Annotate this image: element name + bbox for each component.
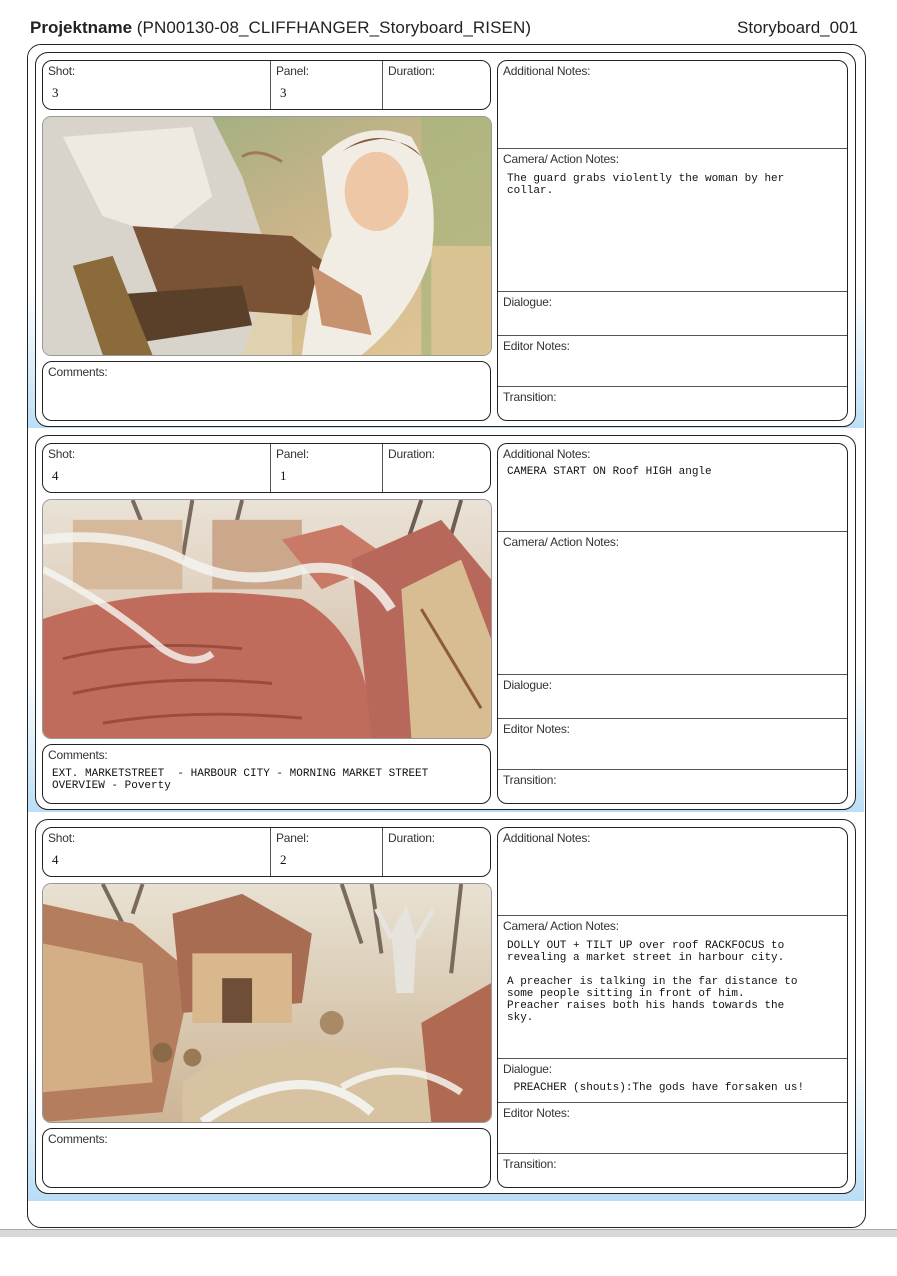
dialogue-text[interactable]: PREACHER (shouts):The gods have forsaken us! xyxy=(507,1082,805,1094)
transition-label: Transition: xyxy=(503,1157,557,1171)
panel-label: Panel: xyxy=(276,831,309,845)
dialogue-notes[interactable] xyxy=(498,675,847,719)
panel-cell xyxy=(270,444,382,492)
panel-cell xyxy=(270,61,382,109)
comments-label: Comments: xyxy=(48,748,108,762)
storyboard-sheet xyxy=(27,44,866,1228)
camera-notes-label: Camera/ Action Notes: xyxy=(503,535,619,549)
notes-panel xyxy=(497,443,848,804)
camera-notes-label: Camera/ Action Notes: xyxy=(503,152,619,166)
comments-text[interactable]: EXT. MARKETSTREET - HARBOUR CITY - MORNING MARKET STREET OVERVIEW - Poverty xyxy=(52,768,429,792)
transition-notes[interactable] xyxy=(498,387,847,421)
dialogue-notes[interactable] xyxy=(498,1059,847,1103)
comments-label: Comments: xyxy=(48,1132,108,1146)
panel-number[interactable]: 2 xyxy=(280,852,287,867)
shot-label: Shot: xyxy=(48,447,76,461)
storyboard-header xyxy=(30,18,858,44)
notes-panel xyxy=(497,827,848,1188)
transition-notes[interactable] xyxy=(498,1154,847,1188)
transition-label: Transition: xyxy=(503,773,557,787)
shot-label: Shot: xyxy=(48,831,76,845)
shot-meta xyxy=(42,443,491,493)
editor-notes-label: Editor Notes: xyxy=(503,339,570,353)
dialogue-notes[interactable] xyxy=(498,292,847,336)
panel-cell xyxy=(270,828,382,876)
shot-meta xyxy=(42,827,491,877)
shot-card xyxy=(35,435,856,810)
camera-notes-text[interactable]: The guard grabs violently the woman by her collar. xyxy=(507,173,785,197)
panel-number[interactable]: 1 xyxy=(280,468,287,483)
dialogue-label: Dialogue: xyxy=(503,295,552,309)
shot-number[interactable]: 3 xyxy=(52,85,59,100)
shot-cell xyxy=(43,61,270,109)
duration-cell xyxy=(382,61,489,109)
camera-action-notes[interactable] xyxy=(498,532,847,675)
editor-notes[interactable] xyxy=(498,719,847,770)
comments-box[interactable] xyxy=(42,1128,491,1188)
shot-label: Shot: xyxy=(48,64,76,78)
camera-action-notes[interactable] xyxy=(498,916,847,1059)
storyboard-id: Storyboard_001 xyxy=(737,18,858,37)
additional-notes-label: Additional Notes: xyxy=(503,64,591,78)
shot-block-1 xyxy=(28,45,864,434)
duration-label: Duration: xyxy=(388,64,435,78)
project-name-value: (PN00130-08_CLIFFHANGER_Storyboard_RISEN) xyxy=(136,18,532,37)
camera-notes-text[interactable]: DOLLY OUT + TILT UP over roof RACKFOCUS to revealing a market street in harbour city. A preacher is talking in the far distance to some people sitting in front of him. Preacher raises both his hands towards the sky. xyxy=(507,940,798,1024)
shot-number[interactable]: 4 xyxy=(52,468,59,483)
panel-number[interactable]: 3 xyxy=(280,85,287,100)
panel-label: Panel: xyxy=(276,64,309,78)
storyboard-image-rooftops xyxy=(42,499,492,739)
additional-notes-text[interactable]: CAMERA START ON Roof HIGH angle xyxy=(507,466,712,478)
transition-label: Transition: xyxy=(503,390,557,404)
shot-block-3 xyxy=(28,812,864,1201)
editor-notes-label: Editor Notes: xyxy=(503,1106,570,1120)
shot-meta xyxy=(42,60,491,110)
comments-box[interactable] xyxy=(42,361,491,421)
camera-notes-label: Camera/ Action Notes: xyxy=(503,919,619,933)
shot-number[interactable]: 4 xyxy=(52,852,59,867)
window-bottom-edge xyxy=(0,1229,897,1237)
additional-notes[interactable] xyxy=(498,828,847,916)
editor-notes[interactable] xyxy=(498,336,847,387)
additional-notes[interactable] xyxy=(498,61,847,149)
comments-label: Comments: xyxy=(48,365,108,379)
transition-notes[interactable] xyxy=(498,770,847,804)
panel-label: Panel: xyxy=(276,447,309,461)
additional-notes[interactable] xyxy=(498,444,847,532)
comments-box[interactable] xyxy=(42,744,491,804)
shot-block-2 xyxy=(28,428,864,817)
storyboard-image-guard-grabs-woman xyxy=(42,116,492,356)
shot-card xyxy=(35,52,856,427)
additional-notes-label: Additional Notes: xyxy=(503,831,591,845)
dialogue-label: Dialogue: xyxy=(503,678,552,692)
camera-action-notes[interactable] xyxy=(498,149,847,292)
dialogue-label: Dialogue: xyxy=(503,1062,552,1076)
duration-label: Duration: xyxy=(388,831,435,845)
shot-cell xyxy=(43,828,270,876)
shot-card xyxy=(35,819,856,1194)
shot-cell xyxy=(43,444,270,492)
additional-notes-label: Additional Notes: xyxy=(503,447,591,461)
project-name-label: Projektname xyxy=(30,18,133,37)
duration-label: Duration: xyxy=(388,447,435,461)
duration-cell xyxy=(382,828,489,876)
editor-notes[interactable] xyxy=(498,1103,847,1154)
editor-notes-label: Editor Notes: xyxy=(503,722,570,736)
duration-cell xyxy=(382,444,489,492)
storyboard-image-market-street xyxy=(42,883,492,1123)
notes-panel xyxy=(497,60,848,421)
